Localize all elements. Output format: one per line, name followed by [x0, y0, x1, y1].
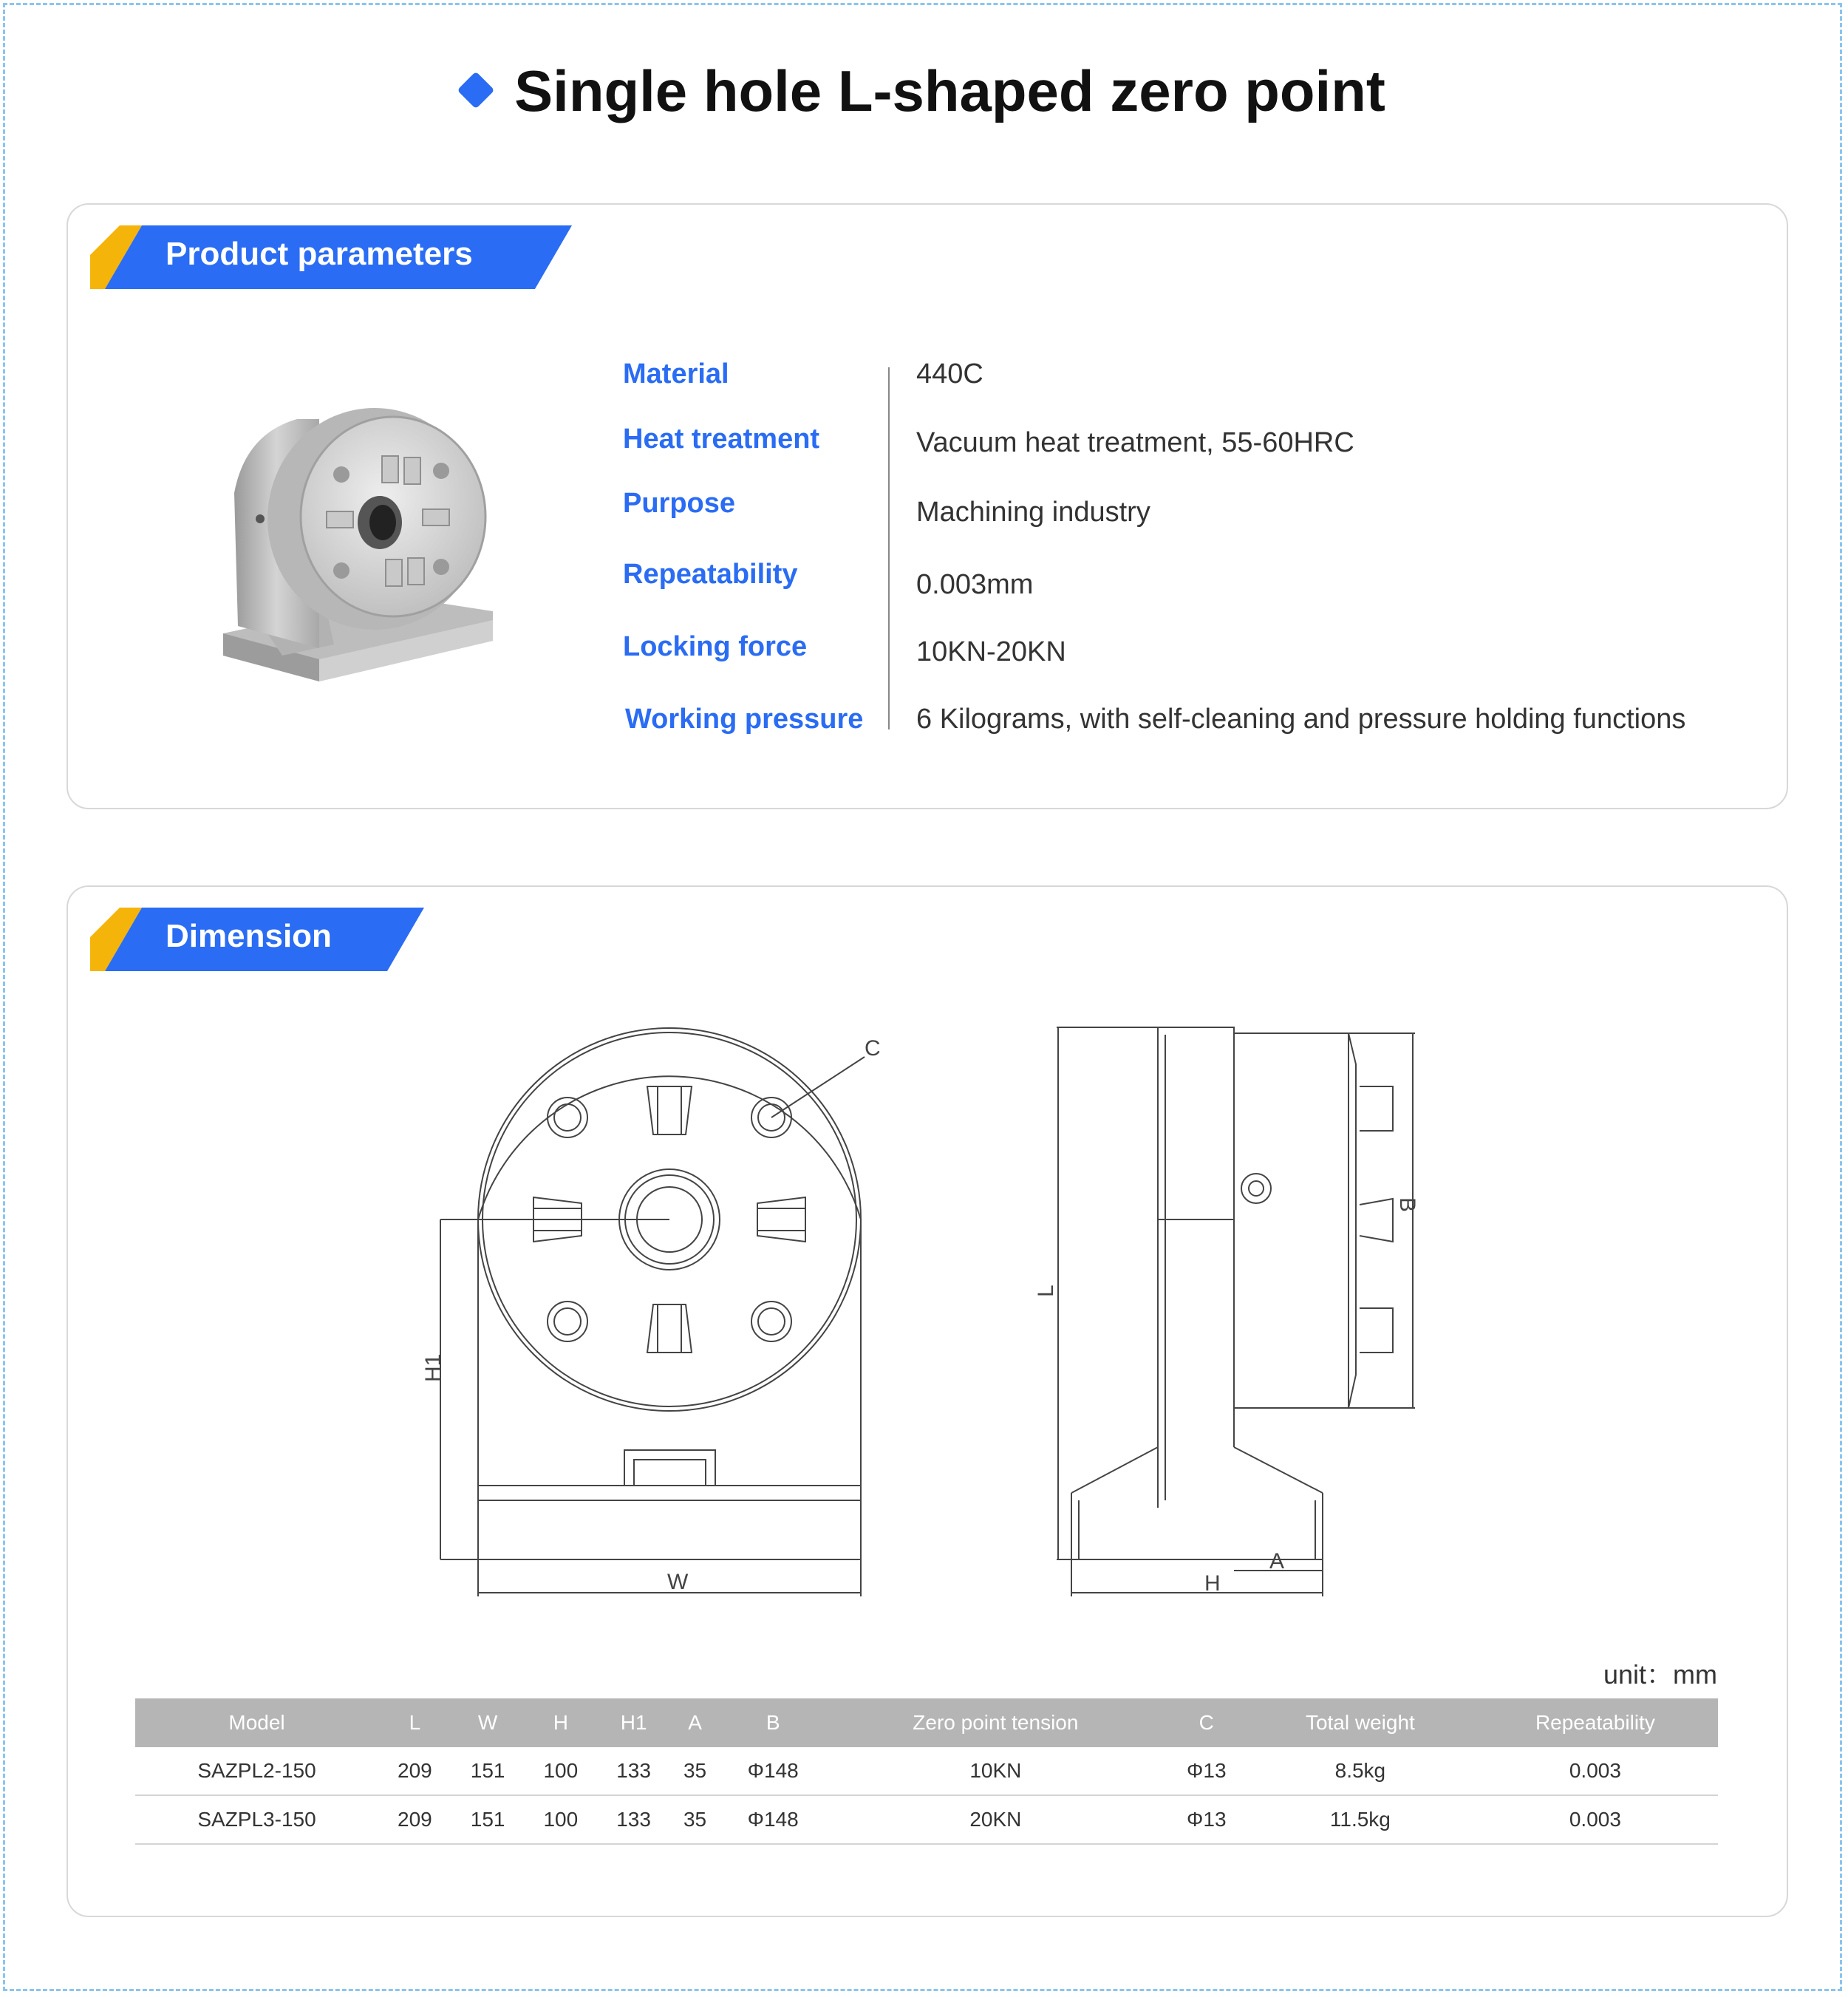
table-cell: 209 — [378, 1747, 451, 1795]
col-header: Zero point tension — [826, 1698, 1165, 1747]
spec-table — [135, 1698, 1718, 1845]
table-cell: Φ13 — [1165, 1747, 1248, 1795]
dim-label-c: C — [865, 1036, 881, 1061]
param-name-locking-force: Locking force — [623, 631, 808, 662]
table-cell: SAZPL2-150 — [135, 1747, 378, 1795]
table-cell: 209 — [378, 1795, 451, 1844]
table-cell: 8.5kg — [1248, 1747, 1473, 1795]
table-row — [135, 1747, 1718, 1795]
table-cell: 11.5kg — [1248, 1795, 1473, 1844]
param-name-repeatability: Repeatability — [623, 559, 798, 590]
dim-label-h: H — [1204, 1571, 1221, 1596]
dim-label-w: W — [667, 1570, 689, 1594]
table-cell: 100 — [524, 1747, 597, 1795]
param-name-working-pressure: Working pressure — [625, 704, 864, 735]
page-title: Single hole L-shaped zero point — [0, 58, 1848, 125]
table-cell: 10KN — [826, 1747, 1165, 1795]
table-cell: Φ13 — [1165, 1795, 1248, 1844]
table-cell: Φ148 — [720, 1795, 826, 1844]
param-value-heat-treatment: Vacuum heat treatment, 55-60HRC — [916, 427, 1354, 458]
table-header-row — [135, 1698, 1718, 1747]
param-name-material: Material — [623, 358, 729, 389]
table-cell: Φ148 — [720, 1747, 826, 1795]
dim-label-a: A — [1269, 1549, 1285, 1574]
table-cell: 35 — [670, 1747, 720, 1795]
param-name-purpose: Purpose — [623, 488, 736, 519]
table-cell: 133 — [597, 1795, 670, 1844]
dim-label-l: L — [1034, 1285, 1058, 1297]
side-view — [1057, 1027, 1415, 1596]
col-header: H — [524, 1698, 597, 1747]
unit-label: unit：mm — [1603, 1659, 1718, 1690]
section-title: Dimension — [166, 918, 332, 954]
col-header: C — [1165, 1698, 1248, 1747]
col-header: L — [378, 1698, 451, 1747]
param-value-locking-force: 10KN-20KN — [916, 636, 1066, 667]
col-header: H1 — [597, 1698, 670, 1747]
table-cell: 151 — [451, 1795, 525, 1844]
table-cell: 20KN — [826, 1795, 1165, 1844]
table-row — [135, 1795, 1718, 1844]
col-header: B — [720, 1698, 826, 1747]
dim-label-h1: H1 — [421, 1353, 446, 1382]
param-value-material: 440C — [916, 358, 983, 389]
dim-label-b: B — [1395, 1197, 1419, 1213]
table-cell: 35 — [670, 1795, 720, 1844]
table-cell: 100 — [524, 1795, 597, 1844]
table-cell: 0.003 — [1473, 1747, 1718, 1795]
col-header: Model — [135, 1698, 378, 1747]
col-header: W — [451, 1698, 525, 1747]
col-header: A — [670, 1698, 720, 1747]
param-value-repeatability: 0.003mm — [916, 569, 1034, 600]
table-cell: 133 — [597, 1747, 670, 1795]
param-name-heat-treatment: Heat treatment — [623, 423, 820, 455]
section-title: Product parameters — [166, 236, 473, 272]
param-value-purpose: Machining industry — [916, 497, 1150, 528]
table-cell: SAZPL3-150 — [135, 1795, 378, 1844]
col-header: Total weight — [1248, 1698, 1473, 1747]
front-view — [440, 1028, 865, 1596]
col-header: Repeatability — [1473, 1698, 1718, 1747]
table-cell: 151 — [451, 1747, 525, 1795]
param-value-working-pressure: 6 Kilograms, with self-cleaning and pressure holding functions — [916, 704, 1686, 735]
table-cell: 0.003 — [1473, 1795, 1718, 1844]
